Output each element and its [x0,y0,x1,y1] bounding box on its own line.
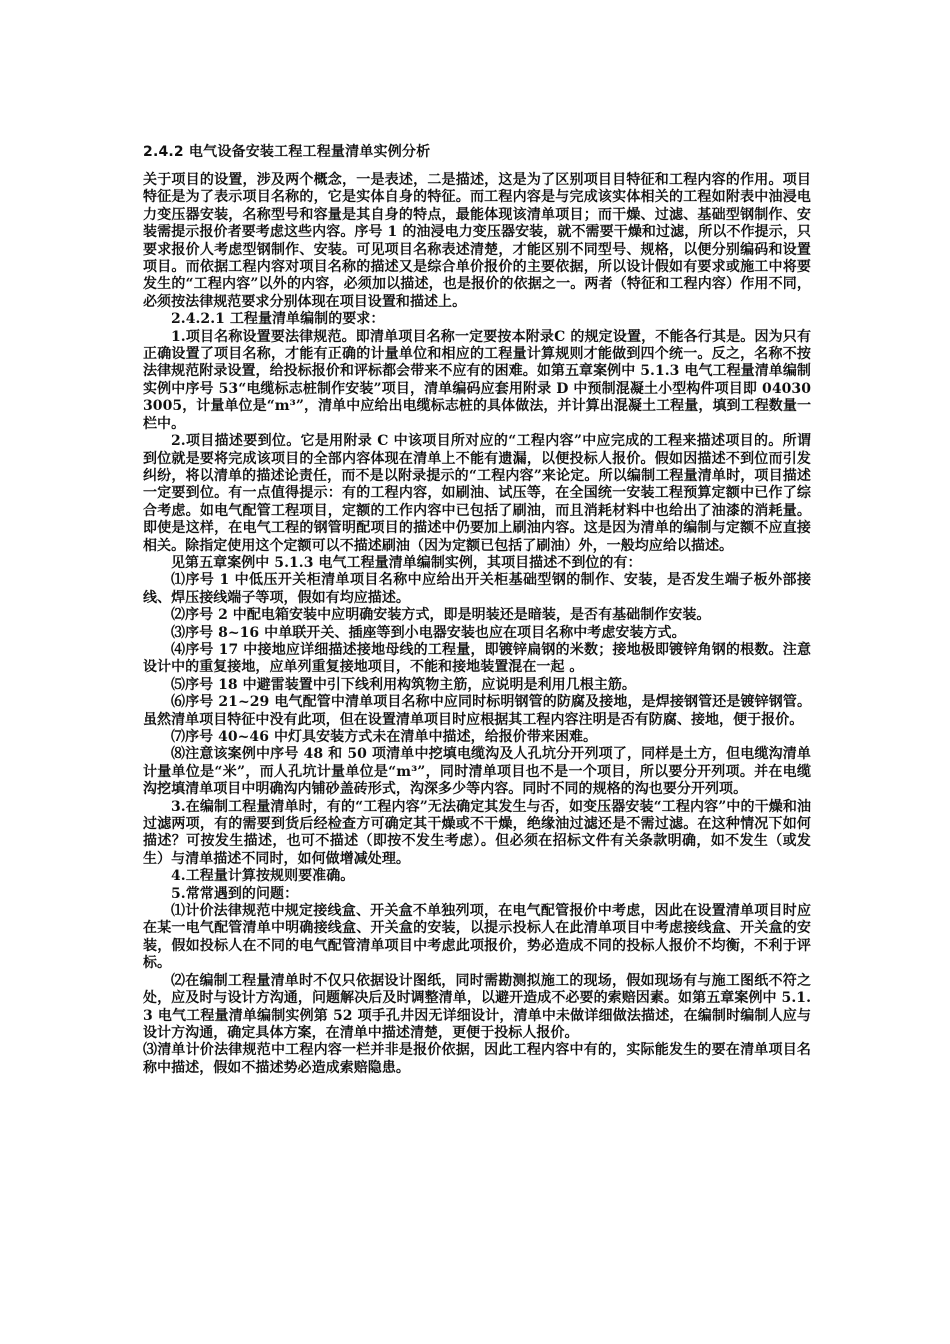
paragraph: 见第五章案例中 5.1.3 电气工程量清单编制实例，其项目描述不到位的有： [171,554,642,571]
paragraph: ⑻注意该案例中序号 48 和 50 项清单中挖填电缆沟及人孔坑分开列项了，同样是土方，但电缆沟清单计量单位是“米”，而人孔坑计量单位是“m³”，同时清单项目也不是一个项目，所以要分开列项。并在电缆沟挖填清单项目中明确沟内铺砂盖砖形式，沟深多少等内容。同时不同的规格的沟也要分开列项。 [143,746,811,798]
paragraph: ⑵在编制工程量清单时不仅只依据设计图纸，同时需勘测拟施工的现场，假如现场有与施工图纸不符之处，应及时与设计方沟通，问题解决后及时调整清单，以避开造成不必要的索赔因素。如第五章案例中 5.1.3 电气工程量清单编制实例第 52 项手孔井因无详细设计，清单中未做详细做法描述，在编制时编制人应与设计方沟通，确定具体方案，在清单中描述清楚，更便于投标人报价。 [143,972,811,1041]
paragraph: ⑹序号 21~29 电气配管中清单项目名称中应同时标明钢管的防腐及接地，是焊接钢管还是镀锌钢管。虽然清单项目特征中没有此项，但在设置清单项目时应根据其工程内容注明是否有防腐、接地，便于报价。 [143,694,811,728]
paragraph: 关于项目的设置，涉及两个概念，一是表述，二是描述，这是为了区别项目目特征和工程内容的作用。项目特征是为了表示项目名称的，它是实体自身的特征。而工程内容是与完成该实体相关的工程如附表中油浸电力变压器安装，名称型号和容量是其自身的特点，最能体现该清单项目；而干燥、过滤、基础型钢制作、安装需提示报价者要考虑这些内容。序号 1 的油浸电力变压器安装，就不需要干燥和过滤，所以不作提示，只要求报价人考虑型钢制作、安装。可见项目名称表述清楚，才能区别不同型号、规格，以便分别编码和设置项目。而依据工程内容对项目名称的描述又是综合单价报价的主要依据，所以设计假如有要求或施工中将要发生的“工程内容”以外的内容，必须加以描述，也是报价的依据之一。两者（特征和工程内容）作用不同，必须按法律规范要求分别体现在项目设置和描述上。 [143,172,811,310]
section-heading: 2.4.2 电气设备安装工程工程量清单实例分析 [143,144,431,160]
paragraph: ⑵序号 2 中配电箱安装中应明确安装方式，即是明装还是暗装，是否有基础制作安装。 [171,607,711,624]
paragraph: ⑶清单计价法律规范中工程内容一栏并非是报价依据，因此工程内容中有的，实际能发生的要在清单项目名称中描述，假如不描述势必造成索赔隐患。 [143,1042,811,1076]
paragraph: 3.在编制工程量清单时，有的“工程内容”无法确定其发生与否，如变压器安装“工程内容”中的干燥和油过滤两项，有的需要到货后经检查方可确定其干燥或不干燥，绝缘油过滤还是不需过滤。在这种情况下如何描述？可按发生描述，也可不描述（即按不发生考虑）。但必须在招标文件有关条款明确，如不发生（或发生）与清单描述不同时，如何做增减处理。 [143,798,811,867]
paragraph: ⑷序号 17 中接地应详细描述接地母线的工程量，即镀锌扁钢的米数；接地极即镀锌角钢的根数。注意设计中的重复接地，应单列重复接地项目，不能和接地装置混在一起 。 [143,641,811,676]
document-body [143,172,811,1077]
paragraph: ⑺序号 40~46 中灯具安装方式未在清单中描述，给报价带来困难。 [171,729,598,745]
paragraph: ⑴序号 1 中低压开关柜清单项目名称中应给出开关柜基础型钢的制作、安装，是否发生端子板外部接线、焊压接线端子等项，假如有均应描述。 [143,572,811,606]
paragraph: ⑸序号 18 中避雷装置中引下线利用构筑物主筋，应说明是利用几根主筋。 [171,676,636,693]
paragraph: 2.项目描述要到位。它是用附录 C 中该项目所对应的“工程内容”中应完成的工程来描述项目的。所谓到位就是要将完成该项目的全部内容体现在清单上不能有遗漏，以便投标人报价。假如因描述不到位而引发纠纷，将以清单的描述论责任，而不是以附录提示的“工程内容”来论定。所以编制工程量清单时，项目描述一定要到位。有一点值得提示：有的工程内容，如刷油、试压等，在全国统一安装工程预算定额中已作了综合考虑。如电气配管工程项目，定额的工作内容中已包括了刷油，而且消耗材料中也给出了油漆的消耗量。即使是这样，在电气工程的钢管明配项目的描述中仍要加上刷油内容。这是因为清单的编制与定额不应直接相关。除指定使用这个定额可以不描述刷油（因为定额已包括了刷油）外，一般均应给以描述。 [143,433,811,554]
paragraph: ⑶序号 8~16 中单联开关、插座等到小电器安装也应在项目名称中考虑安装方式。 [171,624,686,641]
document-page [143,142,811,1077]
paragraph: 4.工程量计算按规则要准确。 [171,868,355,885]
paragraph: ⑴计价法律规范中规定接线盒、开关盒不单独列项，在电气配管报价中考虑，因此在设置清单项目时应在某一电气配管清单中明确接线盒、开关盒的安装，以提示投标人在此清单项目中考虑接线盒、开关盒的安装，假如投标人在不同的电气配管清单项目中考虑此项报价，势必造成不同的投标人报价不均衡，不利于评标。 [143,903,811,972]
paragraph: 2.4.2.1 工程量清单编制的要求： [171,311,385,328]
paragraph: 5.常常遇到的问题： [171,885,299,902]
paragraph: 1.项目名称设置要法律规范。即清单项目名称一定要按本附录C 的规定设置，不能各行其是。因为只有正确设置了项目名称，才能有正确的计量单位和相应的工程量计算规则才能做到四个统一。反之，名称不按法律规范附录设置，给投标报价和评标都会带来不应有的困难。如第五章案例中 5.1.3 电气工程量清单编制实例中序号 53“电缆标志桩制作安装”项目，清单编码应套用附录 D 中预制混凝土小型构件项目即 040303005，计量单位是“m³”，清单中应给出电缆标志桩的具体做法，并计算出混凝土工程量，填到工程数量一栏中。 [143,328,811,432]
